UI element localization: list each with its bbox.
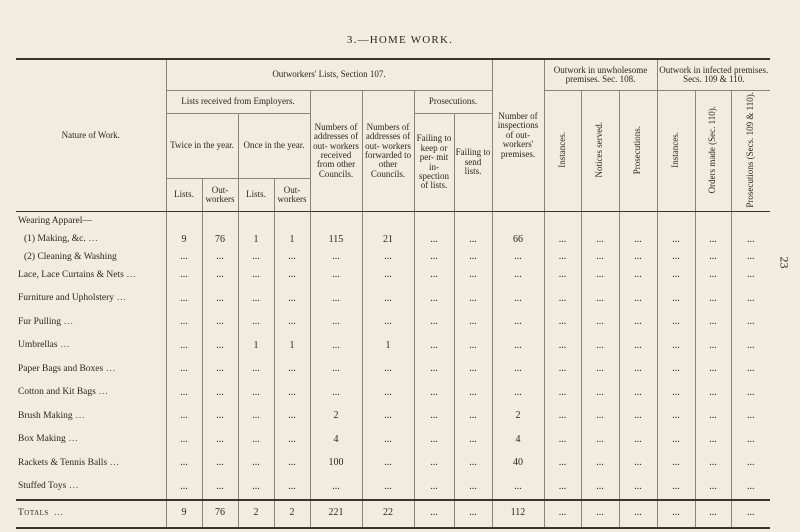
cell-fail-keep: ...	[414, 334, 454, 358]
cell-u-prosecutions: ...	[619, 428, 657, 452]
cell-u-notices: ...	[581, 358, 619, 382]
table-row	[16, 287, 770, 311]
cell-i-orders: ...	[695, 334, 731, 358]
once-outworkers-header: Out- workers	[274, 179, 310, 212]
failing-keep-header: Failing to keep or per- mit in- spection of lists.	[414, 114, 454, 212]
cell-lists-once: ...	[238, 252, 274, 264]
cell-i-orders: ...	[695, 264, 731, 288]
cell-out-once: 1	[274, 228, 310, 252]
cell-out-twice: ...	[202, 475, 238, 500]
cell-i-instances: ...	[657, 311, 695, 335]
cell-received: 115	[310, 228, 362, 252]
cell-u-notices: ...	[581, 475, 619, 500]
infected-instances-header: Instances.	[657, 91, 695, 212]
cell-lists-twice: ...	[166, 264, 202, 288]
cell-i-prosecutions: ...	[731, 334, 770, 358]
cell-inspections: ...	[492, 334, 544, 358]
cell-u-prosecutions: ...	[619, 228, 657, 252]
row-label: Rackets & Tennis Balls ...	[18, 456, 120, 468]
cell-u-prosecutions: ...	[619, 381, 657, 405]
row-label: Paper Bags and Boxes ...	[18, 362, 116, 374]
cell-i-orders: ...	[695, 405, 731, 429]
cell-u-notices: ...	[581, 452, 619, 476]
cell-u-instances: ...	[544, 334, 581, 358]
cell-u-prosecutions: ...	[619, 475, 657, 500]
unwholesome-prosecutions-header: Prosecutions.	[619, 91, 657, 212]
table-row	[16, 264, 770, 288]
row-label: Furniture and Upholstery ...	[18, 292, 127, 304]
cell-i-prosecutions: ...	[731, 287, 770, 311]
prosecutions-header: Prosecutions.	[414, 91, 492, 114]
cell-inspections: ...	[492, 287, 544, 311]
cell-lists-twice: ...	[166, 358, 202, 382]
totals-forwarded: 22	[362, 500, 414, 528]
cell-forwarded: 1	[362, 334, 414, 358]
cell-u-prosecutions: ...	[619, 358, 657, 382]
cell-out-once: ...	[274, 358, 310, 382]
cell-out-twice: ...	[202, 381, 238, 405]
cell-inspections: ...	[492, 264, 544, 288]
cell-out-twice: 76	[202, 228, 238, 252]
cell-received: ...	[310, 264, 362, 288]
cell-u-prosecutions: ...	[619, 252, 657, 264]
cell-forwarded: ...	[362, 452, 414, 476]
cell-received: 2	[310, 405, 362, 429]
cell-out-once: ...	[274, 287, 310, 311]
inspections-header: Number of inspections of out- workers' premises.	[492, 59, 544, 212]
cell-out-twice: ...	[202, 428, 238, 452]
cell-u-instances: ...	[544, 264, 581, 288]
row-label: (1) Making, &c. ...	[24, 233, 99, 245]
cell-forwarded: ...	[362, 252, 414, 264]
cell-fail-keep: ...	[414, 228, 454, 252]
cell-u-prosecutions: ...	[619, 264, 657, 288]
infected-header: Outwork in infected premises. Secs. 109 & 110.	[657, 59, 770, 91]
cell-i-orders: ...	[695, 311, 731, 335]
cell-inspections: ...	[492, 252, 544, 264]
table-row	[16, 252, 770, 264]
cell-forwarded: ...	[362, 264, 414, 288]
cell-i-prosecutions: ...	[731, 311, 770, 335]
cell-lists-once: 1	[238, 228, 274, 252]
cell-forwarded: ...	[362, 428, 414, 452]
cell-inspections: 2	[492, 405, 544, 429]
cell-fail-send: ...	[454, 405, 492, 429]
cell-fail-send: ...	[454, 334, 492, 358]
cell-lists-once: ...	[238, 264, 274, 288]
cell-fail-send: ...	[454, 264, 492, 288]
infected-prosecutions-header: Prosecutions (Secs. 109 & 110).	[731, 91, 770, 212]
cell-lists-twice: ...	[166, 311, 202, 335]
cell-received: 4	[310, 428, 362, 452]
cell-out-once: ...	[274, 252, 310, 264]
cell-inspections: ...	[492, 381, 544, 405]
cell-out-once: 1	[274, 334, 310, 358]
cell-u-notices: ...	[581, 264, 619, 288]
cell-i-instances: ...	[657, 287, 695, 311]
cell-fail-send: ...	[454, 358, 492, 382]
cell-u-prosecutions: ...	[619, 405, 657, 429]
cell-received: ...	[310, 334, 362, 358]
totals-u-prosecutions: ...	[619, 500, 657, 528]
cell-fail-keep: ...	[414, 264, 454, 288]
cell-forwarded: 21	[362, 228, 414, 252]
totals-fail-send: ...	[454, 500, 492, 528]
table-row	[16, 452, 770, 476]
cell-u-instances: ...	[544, 475, 581, 500]
totals-i-prosecutions: ...	[731, 500, 770, 528]
cell-out-twice: ...	[202, 264, 238, 288]
cell-out-once: ...	[274, 475, 310, 500]
cell-i-prosecutions: ...	[731, 428, 770, 452]
row-label: Lace, Lace Curtains & Nets ...	[18, 268, 137, 280]
cell-inspections: ...	[492, 311, 544, 335]
cell-i-orders: ...	[695, 452, 731, 476]
cell-out-twice: ...	[202, 334, 238, 358]
cell-lists-once: ...	[238, 475, 274, 500]
cell-lists-once: ...	[238, 428, 274, 452]
cell-received: ...	[310, 252, 362, 264]
cell-inspections: 4	[492, 428, 544, 452]
cell-out-twice: ...	[202, 252, 238, 264]
cell-received: ...	[310, 381, 362, 405]
cell-i-instances: ...	[657, 334, 695, 358]
outworkers-lists-header: Outworkers' Lists, Section 107.	[166, 59, 492, 91]
cell-fail-send: ...	[454, 381, 492, 405]
cell-i-orders: ...	[695, 381, 731, 405]
cell-fail-send: ...	[454, 428, 492, 452]
cell-u-notices: ...	[581, 311, 619, 335]
cell-lists-twice: ...	[166, 475, 202, 500]
totals-label: Totals ...	[16, 500, 166, 528]
cell-fail-keep: ...	[414, 358, 454, 382]
cell-inspections: 40	[492, 452, 544, 476]
home-work-table	[16, 58, 770, 529]
cell-lists-once: 1	[238, 334, 274, 358]
cell-i-orders: ...	[695, 475, 731, 500]
cell-i-prosecutions: ...	[731, 264, 770, 288]
cell-forwarded: ...	[362, 475, 414, 500]
cell-lists-once: ...	[238, 358, 274, 382]
group-heading: Wearing Apparel—	[18, 216, 92, 227]
cell-i-instances: ...	[657, 381, 695, 405]
numbers-received-header: Numbers of addresses of out- workers received from other Councils.	[310, 91, 362, 212]
cell-lists-once: ...	[238, 452, 274, 476]
table-body	[16, 212, 770, 500]
cell-lists-once: ...	[238, 381, 274, 405]
twice-outworkers-header: Out- workers	[202, 179, 238, 212]
totals-inspections: 112	[492, 500, 544, 528]
cell-out-once: ...	[274, 405, 310, 429]
table-row	[16, 381, 770, 405]
cell-lists-once: ...	[238, 405, 274, 429]
totals-i-orders: ...	[695, 500, 731, 528]
table-header	[16, 59, 770, 212]
totals-lists-twice: 9	[166, 500, 202, 528]
table-row	[16, 311, 770, 335]
cell-i-instances: ...	[657, 264, 695, 288]
totals-u-instances: ...	[544, 500, 581, 528]
row-label: Fur Pulling ...	[18, 315, 74, 327]
cell-i-instances: ...	[657, 358, 695, 382]
cell-fail-send: ...	[454, 475, 492, 500]
cell-received: 100	[310, 452, 362, 476]
cell-u-instances: ...	[544, 252, 581, 264]
row-label: Brush Making ...	[18, 409, 86, 421]
cell-i-instances: ...	[657, 452, 695, 476]
totals-out-once: 2	[274, 500, 310, 528]
cell-i-prosecutions: ...	[731, 405, 770, 429]
cell-u-instances: ...	[544, 358, 581, 382]
cell-u-instances: ...	[544, 381, 581, 405]
cell-i-orders: ...	[695, 428, 731, 452]
row-label: Stuffed Toys ...	[18, 480, 80, 492]
group-row	[16, 212, 770, 229]
table-row	[16, 475, 770, 500]
table-row	[16, 358, 770, 382]
totals-out-twice: 76	[202, 500, 238, 528]
cell-i-instances: ...	[657, 228, 695, 252]
row-label: Box Making ...	[18, 433, 79, 445]
page-number: 23	[777, 256, 792, 269]
table-row	[16, 228, 770, 252]
cell-i-instances: ...	[657, 428, 695, 452]
totals-fail-keep: ...	[414, 500, 454, 528]
row-label: (2) Cleaning & Washing	[24, 251, 117, 262]
cell-u-instances: ...	[544, 452, 581, 476]
page-title: 3.—HOME WORK.	[346, 34, 454, 46]
unwholesome-instances-header: Instances.	[544, 91, 581, 212]
cell-out-twice: ...	[202, 311, 238, 335]
cell-i-instances: ...	[657, 252, 695, 264]
cell-fail-send: ...	[454, 452, 492, 476]
cell-lists-twice: ...	[166, 252, 202, 264]
once-header: Once in the year.	[238, 114, 310, 179]
cell-i-prosecutions: ...	[731, 228, 770, 252]
cell-u-notices: ...	[581, 228, 619, 252]
totals-lists-once: 2	[238, 500, 274, 528]
totals-received: 221	[310, 500, 362, 528]
cell-out-twice: ...	[202, 452, 238, 476]
cell-inspections: ...	[492, 475, 544, 500]
cell-fail-keep: ...	[414, 287, 454, 311]
twice-lists-header: Lists.	[166, 179, 202, 212]
cell-out-once: ...	[274, 452, 310, 476]
cell-fail-keep: ...	[414, 475, 454, 500]
cell-received: ...	[310, 475, 362, 500]
failing-send-header: Failing to send lists.	[454, 114, 492, 212]
cell-u-notices: ...	[581, 287, 619, 311]
cell-out-twice: ...	[202, 287, 238, 311]
cell-i-instances: ...	[657, 405, 695, 429]
cell-fail-keep: ...	[414, 405, 454, 429]
cell-i-orders: ...	[695, 252, 731, 264]
cell-forwarded: ...	[362, 381, 414, 405]
cell-fail-send: ...	[454, 252, 492, 264]
cell-i-instances: ...	[657, 475, 695, 500]
cell-lists-twice: ...	[166, 287, 202, 311]
cell-lists-once: ...	[238, 287, 274, 311]
cell-forwarded: ...	[362, 311, 414, 335]
cell-forwarded: ...	[362, 405, 414, 429]
lists-received-header: Lists received from Employers.	[166, 91, 310, 114]
totals-i-instances: ...	[657, 500, 695, 528]
cell-u-prosecutions: ...	[619, 311, 657, 335]
cell-i-prosecutions: ...	[731, 381, 770, 405]
cell-out-twice: ...	[202, 405, 238, 429]
cell-lists-twice: ...	[166, 452, 202, 476]
cell-fail-keep: ...	[414, 381, 454, 405]
totals-u-notices: ...	[581, 500, 619, 528]
row-label: Cotton and Kit Bags ...	[18, 386, 109, 398]
cell-received: ...	[310, 358, 362, 382]
cell-fail-keep: ...	[414, 452, 454, 476]
cell-u-notices: ...	[581, 428, 619, 452]
cell-u-prosecutions: ...	[619, 452, 657, 476]
cell-inspections: ...	[492, 358, 544, 382]
cell-u-notices: ...	[581, 381, 619, 405]
cell-inspections: 66	[492, 228, 544, 252]
totals-row	[16, 500, 770, 528]
cell-i-prosecutions: ...	[731, 452, 770, 476]
cell-i-orders: ...	[695, 228, 731, 252]
cell-out-once: ...	[274, 381, 310, 405]
cell-u-prosecutions: ...	[619, 287, 657, 311]
cell-u-instances: ...	[544, 311, 581, 335]
cell-lists-twice: 9	[166, 228, 202, 252]
cell-out-once: ...	[274, 311, 310, 335]
cell-u-instances: ...	[544, 228, 581, 252]
cell-i-prosecutions: ...	[731, 252, 770, 264]
cell-u-notices: ...	[581, 405, 619, 429]
cell-i-orders: ...	[695, 358, 731, 382]
once-lists-header: Lists.	[238, 179, 274, 212]
notices-served-header: Notices served.	[581, 91, 619, 212]
cell-u-notices: ...	[581, 252, 619, 264]
cell-fail-send: ...	[454, 287, 492, 311]
cell-lists-twice: ...	[166, 381, 202, 405]
row-label: Umbrellas ...	[18, 339, 71, 351]
cell-out-once: ...	[274, 428, 310, 452]
cell-i-prosecutions: ...	[731, 358, 770, 382]
cell-i-prosecutions: ...	[731, 475, 770, 500]
twice-header: Twice in the year.	[166, 114, 238, 179]
cell-u-instances: ...	[544, 287, 581, 311]
cell-received: ...	[310, 287, 362, 311]
cell-fail-keep: ...	[414, 428, 454, 452]
cell-out-once: ...	[274, 264, 310, 288]
cell-lists-twice: ...	[166, 428, 202, 452]
cell-lists-once: ...	[238, 311, 274, 335]
cell-forwarded: ...	[362, 287, 414, 311]
cell-u-notices: ...	[581, 334, 619, 358]
cell-u-instances: ...	[544, 428, 581, 452]
cell-fail-send: ...	[454, 228, 492, 252]
table-row	[16, 428, 770, 452]
cell-fail-keep: ...	[414, 252, 454, 264]
cell-fail-keep: ...	[414, 311, 454, 335]
cell-received: ...	[310, 311, 362, 335]
table-row	[16, 405, 770, 429]
cell-u-instances: ...	[544, 405, 581, 429]
orders-made-header: Orders made (Sec. 110).	[695, 91, 731, 212]
cell-out-twice: ...	[202, 358, 238, 382]
cell-lists-twice: ...	[166, 334, 202, 358]
numbers-forwarded-header: Numbers of addresses of out- workers forwarded to other Councils.	[362, 91, 414, 212]
cell-u-prosecutions: ...	[619, 334, 657, 358]
unwholesome-header: Outwork in unwholesome premises. Sec. 108.	[544, 59, 657, 91]
table-row	[16, 334, 770, 358]
cell-forwarded: ...	[362, 358, 414, 382]
cell-fail-send: ...	[454, 311, 492, 335]
cell-i-orders: ...	[695, 287, 731, 311]
nature-header: Nature of Work.	[16, 59, 166, 212]
cell-lists-twice: ...	[166, 405, 202, 429]
